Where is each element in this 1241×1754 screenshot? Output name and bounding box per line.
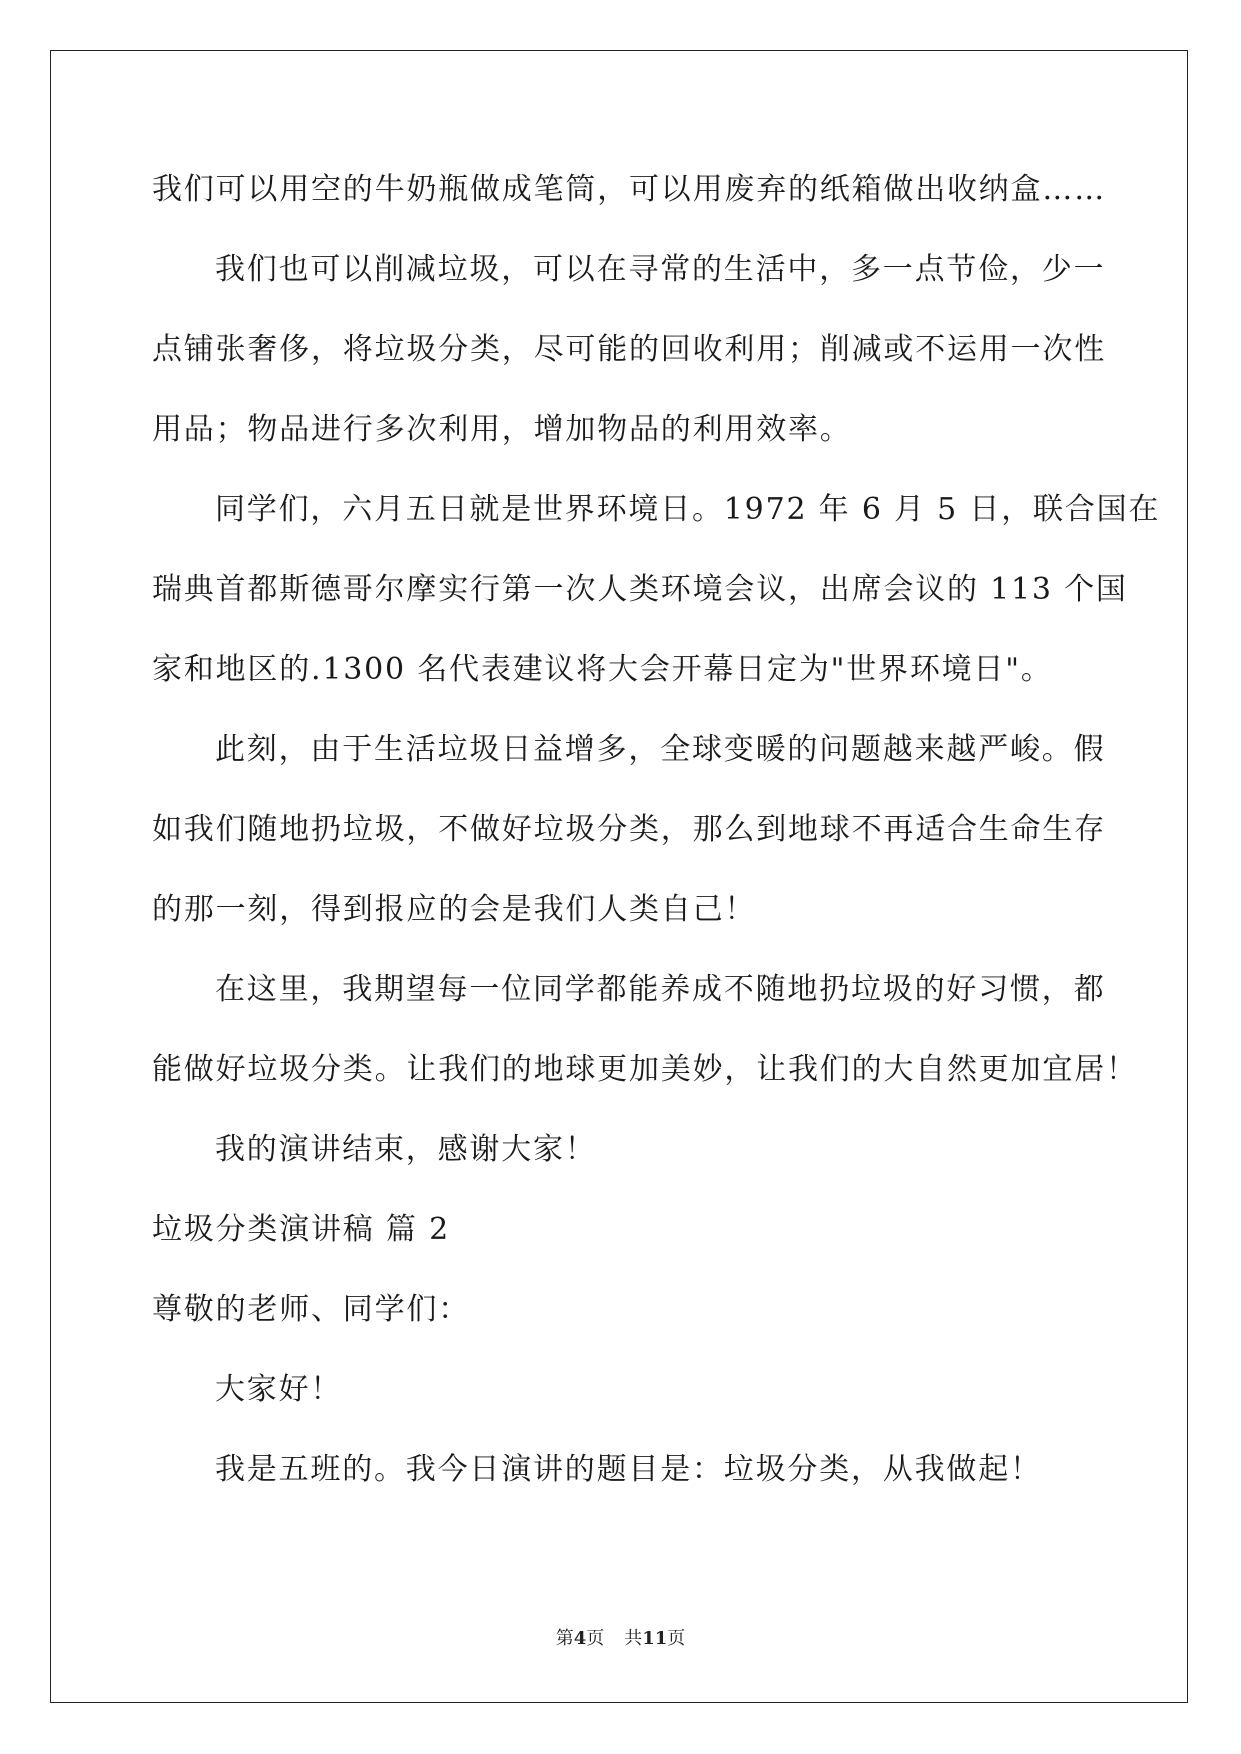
page-footer xyxy=(0,1624,1241,1650)
text-line-5: 同学们，六月五日就是世界环境日。1972 年 6 月 5 日，联合国在 xyxy=(215,492,1161,527)
text-line-1: 我们可以用空的牛奶瓶做成笔筒，可以用废弃的纸箱做出收纳盒…… xyxy=(152,172,1106,207)
text-line-11: 在这里，我期望每一位同学都能养成不随地扔垃圾的好习惯，都 xyxy=(215,972,1106,1007)
text-line-2: 我们也可以削减垃圾，可以在寻常的生活中，多一点节俭，少一 xyxy=(215,252,1106,287)
section-heading: 垃圾分类演讲稿 篇 2 xyxy=(152,1212,450,1247)
text-line-9: 如我们随地扔垃圾，不做好垃圾分类，那么到地球不再适合生命生存 xyxy=(152,812,1106,847)
text-line-8: 此刻，由于生活垃圾日益增多，全球变暖的问题越来越严峻。假 xyxy=(215,732,1106,767)
page-prefix: 第 xyxy=(555,1628,574,1649)
text-line-3: 点铺张奢侈，将垃圾分类，尽可能的回收利用；削减或不运用一次性 xyxy=(152,332,1106,367)
text-line-17: 我是五班的。我今日演讲的题目是：垃圾分类，从我做起！ xyxy=(215,1452,1042,1487)
greeting: 大家好！ xyxy=(215,1372,343,1407)
text-line-12: 能做好垃圾分类。让我们的地球更加美妙，让我们的大自然更加宜居！ xyxy=(152,1052,1138,1087)
page-number: 4 xyxy=(573,1628,587,1649)
document-body xyxy=(152,166,1161,1526)
text-line-13: 我的演讲结束，感谢大家！ xyxy=(215,1132,597,1167)
total-suffix: 页 xyxy=(667,1628,686,1649)
text-line-4: 用品；物品进行多次利用，增加物品的利用效率。 xyxy=(152,412,852,447)
total-pages: 11 xyxy=(642,1628,668,1649)
text-line-7: 家和地区的.1300 名代表建议将大会开幕日定为"世界环境日"。 xyxy=(152,652,1053,687)
total-prefix: 共 xyxy=(624,1628,643,1649)
text-line-10: 的那一刻，得到报应的会是我们人类自己！ xyxy=(152,892,757,927)
salutation: 尊敬的老师、同学们： xyxy=(152,1292,470,1327)
text-line-6: 瑞典首都斯德哥尔摩实行第一次人类环境会议，出席会议的 113 个国 xyxy=(152,572,1128,607)
page-suffix: 页 xyxy=(586,1628,605,1649)
